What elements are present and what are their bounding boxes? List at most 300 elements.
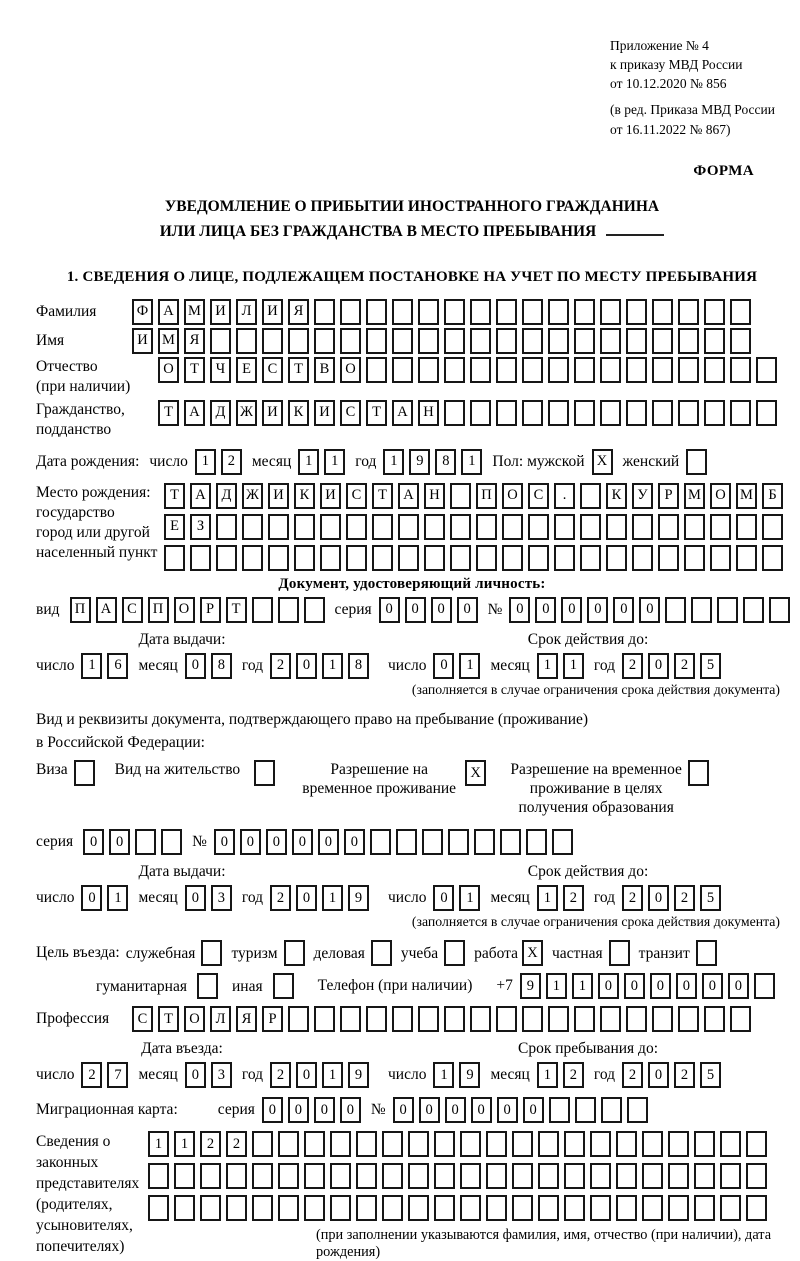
form-cell[interactable]: [730, 400, 751, 426]
form-cell[interactable]: [652, 1006, 673, 1032]
form-cell[interactable]: [678, 1006, 699, 1032]
form-cell[interactable]: Д: [216, 483, 237, 509]
form-cell[interactable]: Т: [372, 483, 393, 509]
form-cell[interactable]: [626, 1006, 647, 1032]
form-cell[interactable]: А: [398, 483, 419, 509]
form-cell[interactable]: Е: [164, 514, 185, 540]
form-cell[interactable]: Р: [262, 1006, 283, 1032]
form-cell[interactable]: [668, 1131, 689, 1157]
form-cell[interactable]: 1: [324, 449, 345, 475]
form-cell[interactable]: [717, 597, 738, 623]
form-cell[interactable]: 1: [546, 973, 567, 999]
form-cell[interactable]: [356, 1195, 377, 1221]
form-cell[interactable]: [210, 328, 231, 354]
form-cell[interactable]: [606, 545, 627, 571]
form-cell[interactable]: [564, 1163, 585, 1189]
form-cell[interactable]: Ф: [132, 299, 153, 325]
form-cell[interactable]: [148, 1195, 169, 1221]
purpose-tourism-checkbox[interactable]: [284, 940, 305, 966]
form-cell[interactable]: 0: [318, 829, 339, 855]
form-cell[interactable]: 0: [344, 829, 365, 855]
form-cell[interactable]: [502, 514, 523, 540]
form-cell[interactable]: [549, 1097, 570, 1123]
form-cell[interactable]: [496, 400, 517, 426]
form-cell[interactable]: [522, 328, 543, 354]
form-cell[interactable]: [502, 545, 523, 571]
form-cell[interactable]: О: [502, 483, 523, 509]
form-cell[interactable]: 0: [109, 829, 130, 855]
form-cell[interactable]: Л: [210, 1006, 231, 1032]
form-cell[interactable]: [314, 328, 335, 354]
form-cell[interactable]: [500, 829, 521, 855]
form-cell[interactable]: [575, 1097, 596, 1123]
form-cell[interactable]: [408, 1131, 429, 1157]
temp-residence-checkbox[interactable]: X: [465, 760, 486, 786]
form-cell[interactable]: 7: [107, 1062, 128, 1088]
form-cell[interactable]: Я: [184, 328, 205, 354]
form-cell[interactable]: 1: [298, 449, 319, 475]
form-cell[interactable]: [720, 1131, 741, 1157]
form-cell[interactable]: [522, 299, 543, 325]
form-cell[interactable]: [304, 597, 325, 623]
form-cell[interactable]: [161, 829, 182, 855]
form-cell[interactable]: 1: [459, 653, 480, 679]
form-cell[interactable]: [496, 328, 517, 354]
form-cell[interactable]: 0: [81, 885, 102, 911]
form-cell[interactable]: З: [190, 514, 211, 540]
form-cell[interactable]: [278, 597, 299, 623]
form-cell[interactable]: 2: [674, 653, 695, 679]
form-cell[interactable]: [200, 1195, 221, 1221]
form-cell[interactable]: [600, 299, 621, 325]
form-cell[interactable]: [278, 1131, 299, 1157]
form-cell[interactable]: [730, 299, 751, 325]
form-cell[interactable]: П: [476, 483, 497, 509]
form-cell[interactable]: 0: [340, 1097, 361, 1123]
form-cell[interactable]: [668, 1195, 689, 1221]
form-cell[interactable]: [392, 328, 413, 354]
form-cell[interactable]: 2: [200, 1131, 221, 1157]
form-cell[interactable]: [424, 514, 445, 540]
form-cell[interactable]: [746, 1163, 767, 1189]
form-cell[interactable]: [304, 1195, 325, 1221]
form-cell[interactable]: [600, 357, 621, 383]
form-cell[interactable]: [652, 400, 673, 426]
form-cell[interactable]: И: [268, 483, 289, 509]
form-cell[interactable]: [434, 1195, 455, 1221]
form-cell[interactable]: [601, 1097, 622, 1123]
form-cell[interactable]: 0: [240, 829, 261, 855]
form-cell[interactable]: [552, 829, 573, 855]
form-cell[interactable]: Ж: [242, 483, 263, 509]
form-cell[interactable]: 5: [700, 1062, 721, 1088]
form-cell[interactable]: [460, 1195, 481, 1221]
form-cell[interactable]: Т: [184, 357, 205, 383]
purpose-other-checkbox[interactable]: [273, 973, 294, 999]
form-cell[interactable]: К: [288, 400, 309, 426]
form-cell[interactable]: [252, 1131, 273, 1157]
form-cell[interactable]: [600, 1006, 621, 1032]
form-cell[interactable]: [470, 1006, 491, 1032]
form-cell[interactable]: 1: [322, 885, 343, 911]
form-cell[interactable]: 1: [383, 449, 404, 475]
form-cell[interactable]: [418, 328, 439, 354]
form-cell[interactable]: 0: [433, 885, 454, 911]
form-cell[interactable]: О: [710, 483, 731, 509]
form-cell[interactable]: П: [148, 597, 169, 623]
form-cell[interactable]: 2: [563, 1062, 584, 1088]
form-cell[interactable]: [736, 514, 757, 540]
form-cell[interactable]: [746, 1195, 767, 1221]
form-cell[interactable]: 0: [613, 597, 634, 623]
form-cell[interactable]: Р: [658, 483, 679, 509]
form-cell[interactable]: Л: [236, 299, 257, 325]
form-cell[interactable]: [626, 357, 647, 383]
form-cell[interactable]: К: [606, 483, 627, 509]
form-cell[interactable]: И: [320, 483, 341, 509]
form-cell[interactable]: [710, 514, 731, 540]
sex-female-checkbox[interactable]: [686, 449, 707, 475]
form-cell[interactable]: 0: [292, 829, 313, 855]
form-cell[interactable]: [304, 1163, 325, 1189]
form-cell[interactable]: [512, 1195, 533, 1221]
form-cell[interactable]: [340, 1006, 361, 1032]
form-cell[interactable]: [460, 1163, 481, 1189]
form-cell[interactable]: [730, 1006, 751, 1032]
form-cell[interactable]: [366, 1006, 387, 1032]
form-cell[interactable]: К: [294, 483, 315, 509]
form-cell[interactable]: [330, 1131, 351, 1157]
form-cell[interactable]: [448, 829, 469, 855]
form-cell[interactable]: В: [314, 357, 335, 383]
form-cell[interactable]: 0: [728, 973, 749, 999]
form-cell[interactable]: [226, 1163, 247, 1189]
form-cell[interactable]: 8: [348, 653, 369, 679]
form-cell[interactable]: [304, 1131, 325, 1157]
form-cell[interactable]: [450, 514, 471, 540]
form-cell[interactable]: 0: [523, 1097, 544, 1123]
form-cell[interactable]: [408, 1163, 429, 1189]
form-cell[interactable]: 0: [650, 973, 671, 999]
form-cell[interactable]: [548, 328, 569, 354]
form-cell[interactable]: 2: [270, 885, 291, 911]
form-cell[interactable]: 9: [409, 449, 430, 475]
form-cell[interactable]: [346, 514, 367, 540]
form-cell[interactable]: [704, 299, 725, 325]
form-cell[interactable]: [252, 1195, 273, 1221]
form-cell[interactable]: А: [190, 483, 211, 509]
form-cell[interactable]: С: [346, 483, 367, 509]
form-cell[interactable]: 8: [211, 653, 232, 679]
form-cell[interactable]: 9: [348, 885, 369, 911]
form-cell[interactable]: Т: [158, 400, 179, 426]
form-cell[interactable]: 0: [433, 653, 454, 679]
form-cell[interactable]: О: [184, 1006, 205, 1032]
form-cell[interactable]: С: [122, 597, 143, 623]
form-cell[interactable]: 0: [314, 1097, 335, 1123]
form-cell[interactable]: [268, 514, 289, 540]
form-cell[interactable]: [366, 299, 387, 325]
form-cell[interactable]: Т: [158, 1006, 179, 1032]
form-cell[interactable]: 0: [266, 829, 287, 855]
form-cell[interactable]: Я: [236, 1006, 257, 1032]
form-cell[interactable]: [720, 1163, 741, 1189]
form-cell[interactable]: 1: [572, 973, 593, 999]
form-cell[interactable]: [616, 1131, 637, 1157]
form-cell[interactable]: [450, 483, 471, 509]
form-cell[interactable]: [665, 597, 686, 623]
form-cell[interactable]: [538, 1163, 559, 1189]
form-cell[interactable]: [580, 514, 601, 540]
form-cell[interactable]: 0: [288, 1097, 309, 1123]
form-cell[interactable]: И: [314, 400, 335, 426]
form-cell[interactable]: Б: [762, 483, 783, 509]
form-cell[interactable]: О: [174, 597, 195, 623]
form-cell[interactable]: [678, 299, 699, 325]
form-cell[interactable]: [408, 1195, 429, 1221]
form-cell[interactable]: [694, 1195, 715, 1221]
form-cell[interactable]: [642, 1131, 663, 1157]
form-cell[interactable]: [548, 299, 569, 325]
form-cell[interactable]: [340, 299, 361, 325]
form-cell[interactable]: [574, 357, 595, 383]
form-cell[interactable]: 2: [270, 653, 291, 679]
form-cell[interactable]: М: [736, 483, 757, 509]
form-cell[interactable]: [691, 597, 712, 623]
form-cell[interactable]: 2: [226, 1131, 247, 1157]
form-cell[interactable]: [762, 514, 783, 540]
form-cell[interactable]: [474, 829, 495, 855]
form-cell[interactable]: 3: [211, 1062, 232, 1088]
form-cell[interactable]: П: [70, 597, 91, 623]
form-cell[interactable]: 0: [587, 597, 608, 623]
sex-male-checkbox[interactable]: X: [592, 449, 613, 475]
form-cell[interactable]: [626, 328, 647, 354]
form-cell[interactable]: [236, 328, 257, 354]
form-cell[interactable]: [554, 545, 575, 571]
form-cell[interactable]: [754, 973, 775, 999]
form-cell[interactable]: [590, 1195, 611, 1221]
form-cell[interactable]: [730, 357, 751, 383]
form-cell[interactable]: О: [340, 357, 361, 383]
form-cell[interactable]: И: [262, 299, 283, 325]
form-cell[interactable]: Р: [200, 597, 221, 623]
form-cell[interactable]: 0: [83, 829, 104, 855]
form-cell[interactable]: [694, 1163, 715, 1189]
form-cell[interactable]: 2: [622, 653, 643, 679]
form-cell[interactable]: 2: [622, 1062, 643, 1088]
form-cell[interactable]: 5: [700, 885, 721, 911]
form-cell[interactable]: И: [210, 299, 231, 325]
form-cell[interactable]: [330, 1163, 351, 1189]
form-cell[interactable]: С: [132, 1006, 153, 1032]
form-cell[interactable]: 0: [185, 1062, 206, 1088]
form-cell[interactable]: 1: [461, 449, 482, 475]
form-cell[interactable]: [756, 357, 777, 383]
form-cell[interactable]: [590, 1131, 611, 1157]
form-cell[interactable]: 1: [537, 1062, 558, 1088]
form-cell[interactable]: М: [158, 328, 179, 354]
form-cell[interactable]: [382, 1131, 403, 1157]
form-cell[interactable]: [278, 1195, 299, 1221]
form-cell[interactable]: [294, 545, 315, 571]
form-cell[interactable]: [242, 514, 263, 540]
form-cell[interactable]: [356, 1163, 377, 1189]
form-cell[interactable]: [216, 545, 237, 571]
form-cell[interactable]: 1: [433, 1062, 454, 1088]
form-cell[interactable]: [632, 545, 653, 571]
purpose-transit-checkbox[interactable]: [696, 940, 717, 966]
purpose-work-checkbox[interactable]: X: [522, 940, 543, 966]
form-cell[interactable]: 2: [674, 885, 695, 911]
form-cell[interactable]: [424, 545, 445, 571]
form-cell[interactable]: 0: [676, 973, 697, 999]
form-cell[interactable]: 2: [221, 449, 242, 475]
form-cell[interactable]: [548, 357, 569, 383]
form-cell[interactable]: [470, 357, 491, 383]
form-cell[interactable]: 0: [457, 597, 478, 623]
form-cell[interactable]: 1: [174, 1131, 195, 1157]
form-cell[interactable]: 0: [185, 653, 206, 679]
form-cell[interactable]: 0: [379, 597, 400, 623]
form-cell[interactable]: [526, 829, 547, 855]
form-cell[interactable]: [486, 1195, 507, 1221]
form-cell[interactable]: [538, 1195, 559, 1221]
form-cell[interactable]: [652, 328, 673, 354]
form-cell[interactable]: 0: [445, 1097, 466, 1123]
form-cell[interactable]: [190, 545, 211, 571]
form-cell[interactable]: [710, 545, 731, 571]
form-cell[interactable]: [627, 1097, 648, 1123]
form-cell[interactable]: [174, 1163, 195, 1189]
form-cell[interactable]: [704, 328, 725, 354]
temp-residence-education-checkbox[interactable]: [688, 760, 709, 786]
form-cell[interactable]: [574, 299, 595, 325]
form-cell[interactable]: [743, 597, 764, 623]
form-cell[interactable]: [294, 514, 315, 540]
form-cell[interactable]: А: [184, 400, 205, 426]
purpose-official-checkbox[interactable]: [201, 940, 222, 966]
form-cell[interactable]: [392, 1006, 413, 1032]
form-cell[interactable]: [252, 597, 273, 623]
form-cell[interactable]: 0: [648, 885, 669, 911]
form-cell[interactable]: [135, 829, 156, 855]
form-cell[interactable]: [548, 1006, 569, 1032]
form-cell[interactable]: [606, 514, 627, 540]
form-cell[interactable]: 0: [471, 1097, 492, 1123]
form-cell[interactable]: 0: [639, 597, 660, 623]
form-cell[interactable]: [242, 545, 263, 571]
form-cell[interactable]: [262, 328, 283, 354]
form-cell[interactable]: [652, 357, 673, 383]
form-cell[interactable]: [320, 514, 341, 540]
form-cell[interactable]: 5: [700, 653, 721, 679]
form-cell[interactable]: [470, 299, 491, 325]
form-cell[interactable]: [372, 545, 393, 571]
form-cell[interactable]: [174, 1195, 195, 1221]
form-cell[interactable]: [422, 829, 443, 855]
form-cell[interactable]: С: [262, 357, 283, 383]
form-cell[interactable]: [684, 545, 705, 571]
form-cell[interactable]: .: [554, 483, 575, 509]
form-cell[interactable]: [548, 400, 569, 426]
form-cell[interactable]: [148, 1163, 169, 1189]
form-cell[interactable]: 3: [211, 885, 232, 911]
purpose-humanitarian-checkbox[interactable]: [197, 973, 218, 999]
form-cell[interactable]: [512, 1131, 533, 1157]
form-cell[interactable]: У: [632, 483, 653, 509]
form-cell[interactable]: 8: [435, 449, 456, 475]
form-cell[interactable]: И: [132, 328, 153, 354]
form-cell[interactable]: [460, 1131, 481, 1157]
form-cell[interactable]: [522, 400, 543, 426]
form-cell[interactable]: [434, 1131, 455, 1157]
form-cell[interactable]: [314, 299, 335, 325]
form-cell[interactable]: [580, 483, 601, 509]
form-cell[interactable]: [642, 1195, 663, 1221]
form-cell[interactable]: [444, 1006, 465, 1032]
form-cell[interactable]: Е: [236, 357, 257, 383]
form-cell[interactable]: [626, 400, 647, 426]
form-cell[interactable]: 0: [624, 973, 645, 999]
form-cell[interactable]: Д: [210, 400, 231, 426]
form-cell[interactable]: 1: [322, 1062, 343, 1088]
form-cell[interactable]: [684, 514, 705, 540]
form-cell[interactable]: [704, 400, 725, 426]
form-cell[interactable]: 0: [509, 597, 530, 623]
form-cell[interactable]: 1: [81, 653, 102, 679]
form-cell[interactable]: [370, 829, 391, 855]
form-cell[interactable]: 0: [598, 973, 619, 999]
form-cell[interactable]: 2: [563, 885, 584, 911]
form-cell[interactable]: М: [684, 483, 705, 509]
form-cell[interactable]: [398, 545, 419, 571]
form-cell[interactable]: 0: [497, 1097, 518, 1123]
form-cell[interactable]: [626, 299, 647, 325]
form-cell[interactable]: 9: [459, 1062, 480, 1088]
form-cell[interactable]: [769, 597, 790, 623]
form-cell[interactable]: Ч: [210, 357, 231, 383]
form-cell[interactable]: 0: [296, 653, 317, 679]
form-cell[interactable]: [678, 357, 699, 383]
form-cell[interactable]: [330, 1195, 351, 1221]
form-cell[interactable]: [382, 1195, 403, 1221]
form-cell[interactable]: [216, 514, 237, 540]
form-cell[interactable]: [418, 357, 439, 383]
purpose-business-checkbox[interactable]: [371, 940, 392, 966]
form-cell[interactable]: [346, 545, 367, 571]
form-cell[interactable]: [658, 545, 679, 571]
form-cell[interactable]: [538, 1131, 559, 1157]
form-cell[interactable]: [652, 299, 673, 325]
form-cell[interactable]: 1: [537, 653, 558, 679]
form-cell[interactable]: 0: [648, 653, 669, 679]
form-cell[interactable]: [574, 1006, 595, 1032]
form-cell[interactable]: С: [340, 400, 361, 426]
form-cell[interactable]: [616, 1163, 637, 1189]
form-cell[interactable]: 9: [348, 1062, 369, 1088]
form-cell[interactable]: [528, 545, 549, 571]
form-cell[interactable]: [444, 328, 465, 354]
form-cell[interactable]: 6: [107, 653, 128, 679]
form-cell[interactable]: [496, 357, 517, 383]
form-cell[interactable]: 1: [322, 653, 343, 679]
form-cell[interactable]: Ж: [236, 400, 257, 426]
form-cell[interactable]: А: [96, 597, 117, 623]
form-cell[interactable]: [720, 1195, 741, 1221]
form-cell[interactable]: [522, 1006, 543, 1032]
form-cell[interactable]: [736, 545, 757, 571]
